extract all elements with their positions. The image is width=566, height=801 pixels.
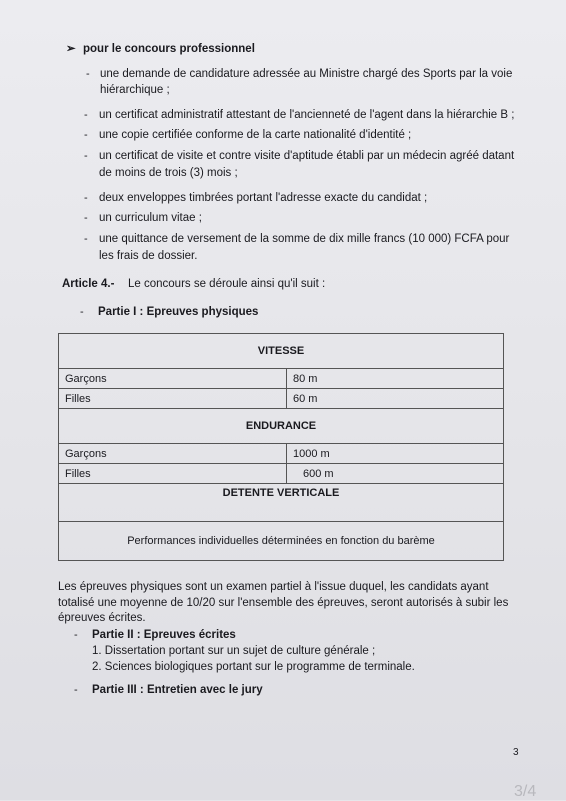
part-2-title: Partie II : Epreuves écrites xyxy=(92,629,236,641)
list-item-line: un certificat de visite et contre visite d'aptitude établi par un médecin agréé datant xyxy=(99,150,515,162)
list-item-line: de moins de trois (3) mois ; xyxy=(99,167,238,179)
dash-bullet-icon: - xyxy=(84,129,88,141)
page-number: 3 xyxy=(513,747,519,758)
paragraph-line: Les épreuves physiques sont un examen partiel à l'issue duquel, les candidats ayant xyxy=(58,581,489,593)
numbered-item: 1. Dissertation portant sur un sujet de culture générale ; xyxy=(92,645,376,657)
dash-bullet-icon: - xyxy=(84,150,88,162)
arrow-bullet-icon: ➢ xyxy=(66,43,76,55)
table-cell: Garçons xyxy=(59,444,287,464)
table-cell: 80 m xyxy=(287,369,504,389)
dash-bullet-icon: - xyxy=(86,68,90,80)
dash-bullet-icon: - xyxy=(74,629,78,641)
table-row xyxy=(59,464,504,484)
physical-tests-table xyxy=(58,333,504,561)
list-item-line: une copie certifiée conforme de la carte nationalité d'identité ; xyxy=(99,129,412,141)
table-row xyxy=(59,369,504,389)
article-4-label: Article 4.- xyxy=(62,278,115,290)
list-item-line: une demande de candidature adressée au Ministre chargé des Sports par la voie xyxy=(100,68,513,80)
table-note: Performances individuelles déterminées en fonction du barème xyxy=(59,522,504,561)
dash-bullet-icon: - xyxy=(84,109,88,121)
list-item-line: une quittance de versement de la somme de dix mille francs (10 000) FCFA pour xyxy=(99,233,510,245)
table-row xyxy=(59,444,504,464)
dash-bullet-icon: - xyxy=(80,306,84,318)
article-4-text: Le concours se déroule ainsi qu'il suit : xyxy=(128,278,326,290)
professional-heading: pour le concours professionnel xyxy=(83,43,255,55)
page-counter: 3/4 xyxy=(514,783,537,800)
list-item-line: un curriculum vitae ; xyxy=(99,212,202,224)
table-section-header: DETENTE VERTICALE xyxy=(59,484,504,522)
paragraph-line: totalisé une moyenne de 10/20 sur l'ensemble des épreuves, seront autorisés à subir les xyxy=(58,597,509,609)
table-section-header: VITESSE xyxy=(59,334,504,369)
dash-bullet-icon: - xyxy=(84,233,88,245)
table-cell: Filles xyxy=(59,389,287,409)
dash-bullet-icon: - xyxy=(74,684,78,696)
table-cell: 60 m xyxy=(287,389,504,409)
numbered-item: 2. Sciences biologiques portant sur le programme de terminale. xyxy=(92,661,415,673)
list-item-line: un certificat administratif attestant de l'ancienneté de l'agent dans la hiérarchie B ; xyxy=(99,109,515,121)
dash-bullet-icon: - xyxy=(84,212,88,224)
paragraph-line: épreuves écrites. xyxy=(58,612,146,624)
list-item-line: les frais de dossier. xyxy=(99,250,198,262)
table-cell: 600 m xyxy=(287,464,504,484)
table-cell: 1000 m xyxy=(287,444,504,464)
dash-bullet-icon: - xyxy=(84,192,88,204)
table-cell: Filles xyxy=(59,464,287,484)
part-1-title: Partie I : Epreuves physiques xyxy=(98,306,259,318)
list-item-line: deux enveloppes timbrées portant l'adresse exacte du candidat ; xyxy=(99,192,428,204)
table-section-header: ENDURANCE xyxy=(59,409,504,444)
list-item-line: hiérarchique ; xyxy=(100,84,170,96)
table-cell: Garçons xyxy=(59,369,287,389)
part-3-title: Partie III : Entretien avec le jury xyxy=(92,684,263,696)
table-row xyxy=(59,389,504,409)
